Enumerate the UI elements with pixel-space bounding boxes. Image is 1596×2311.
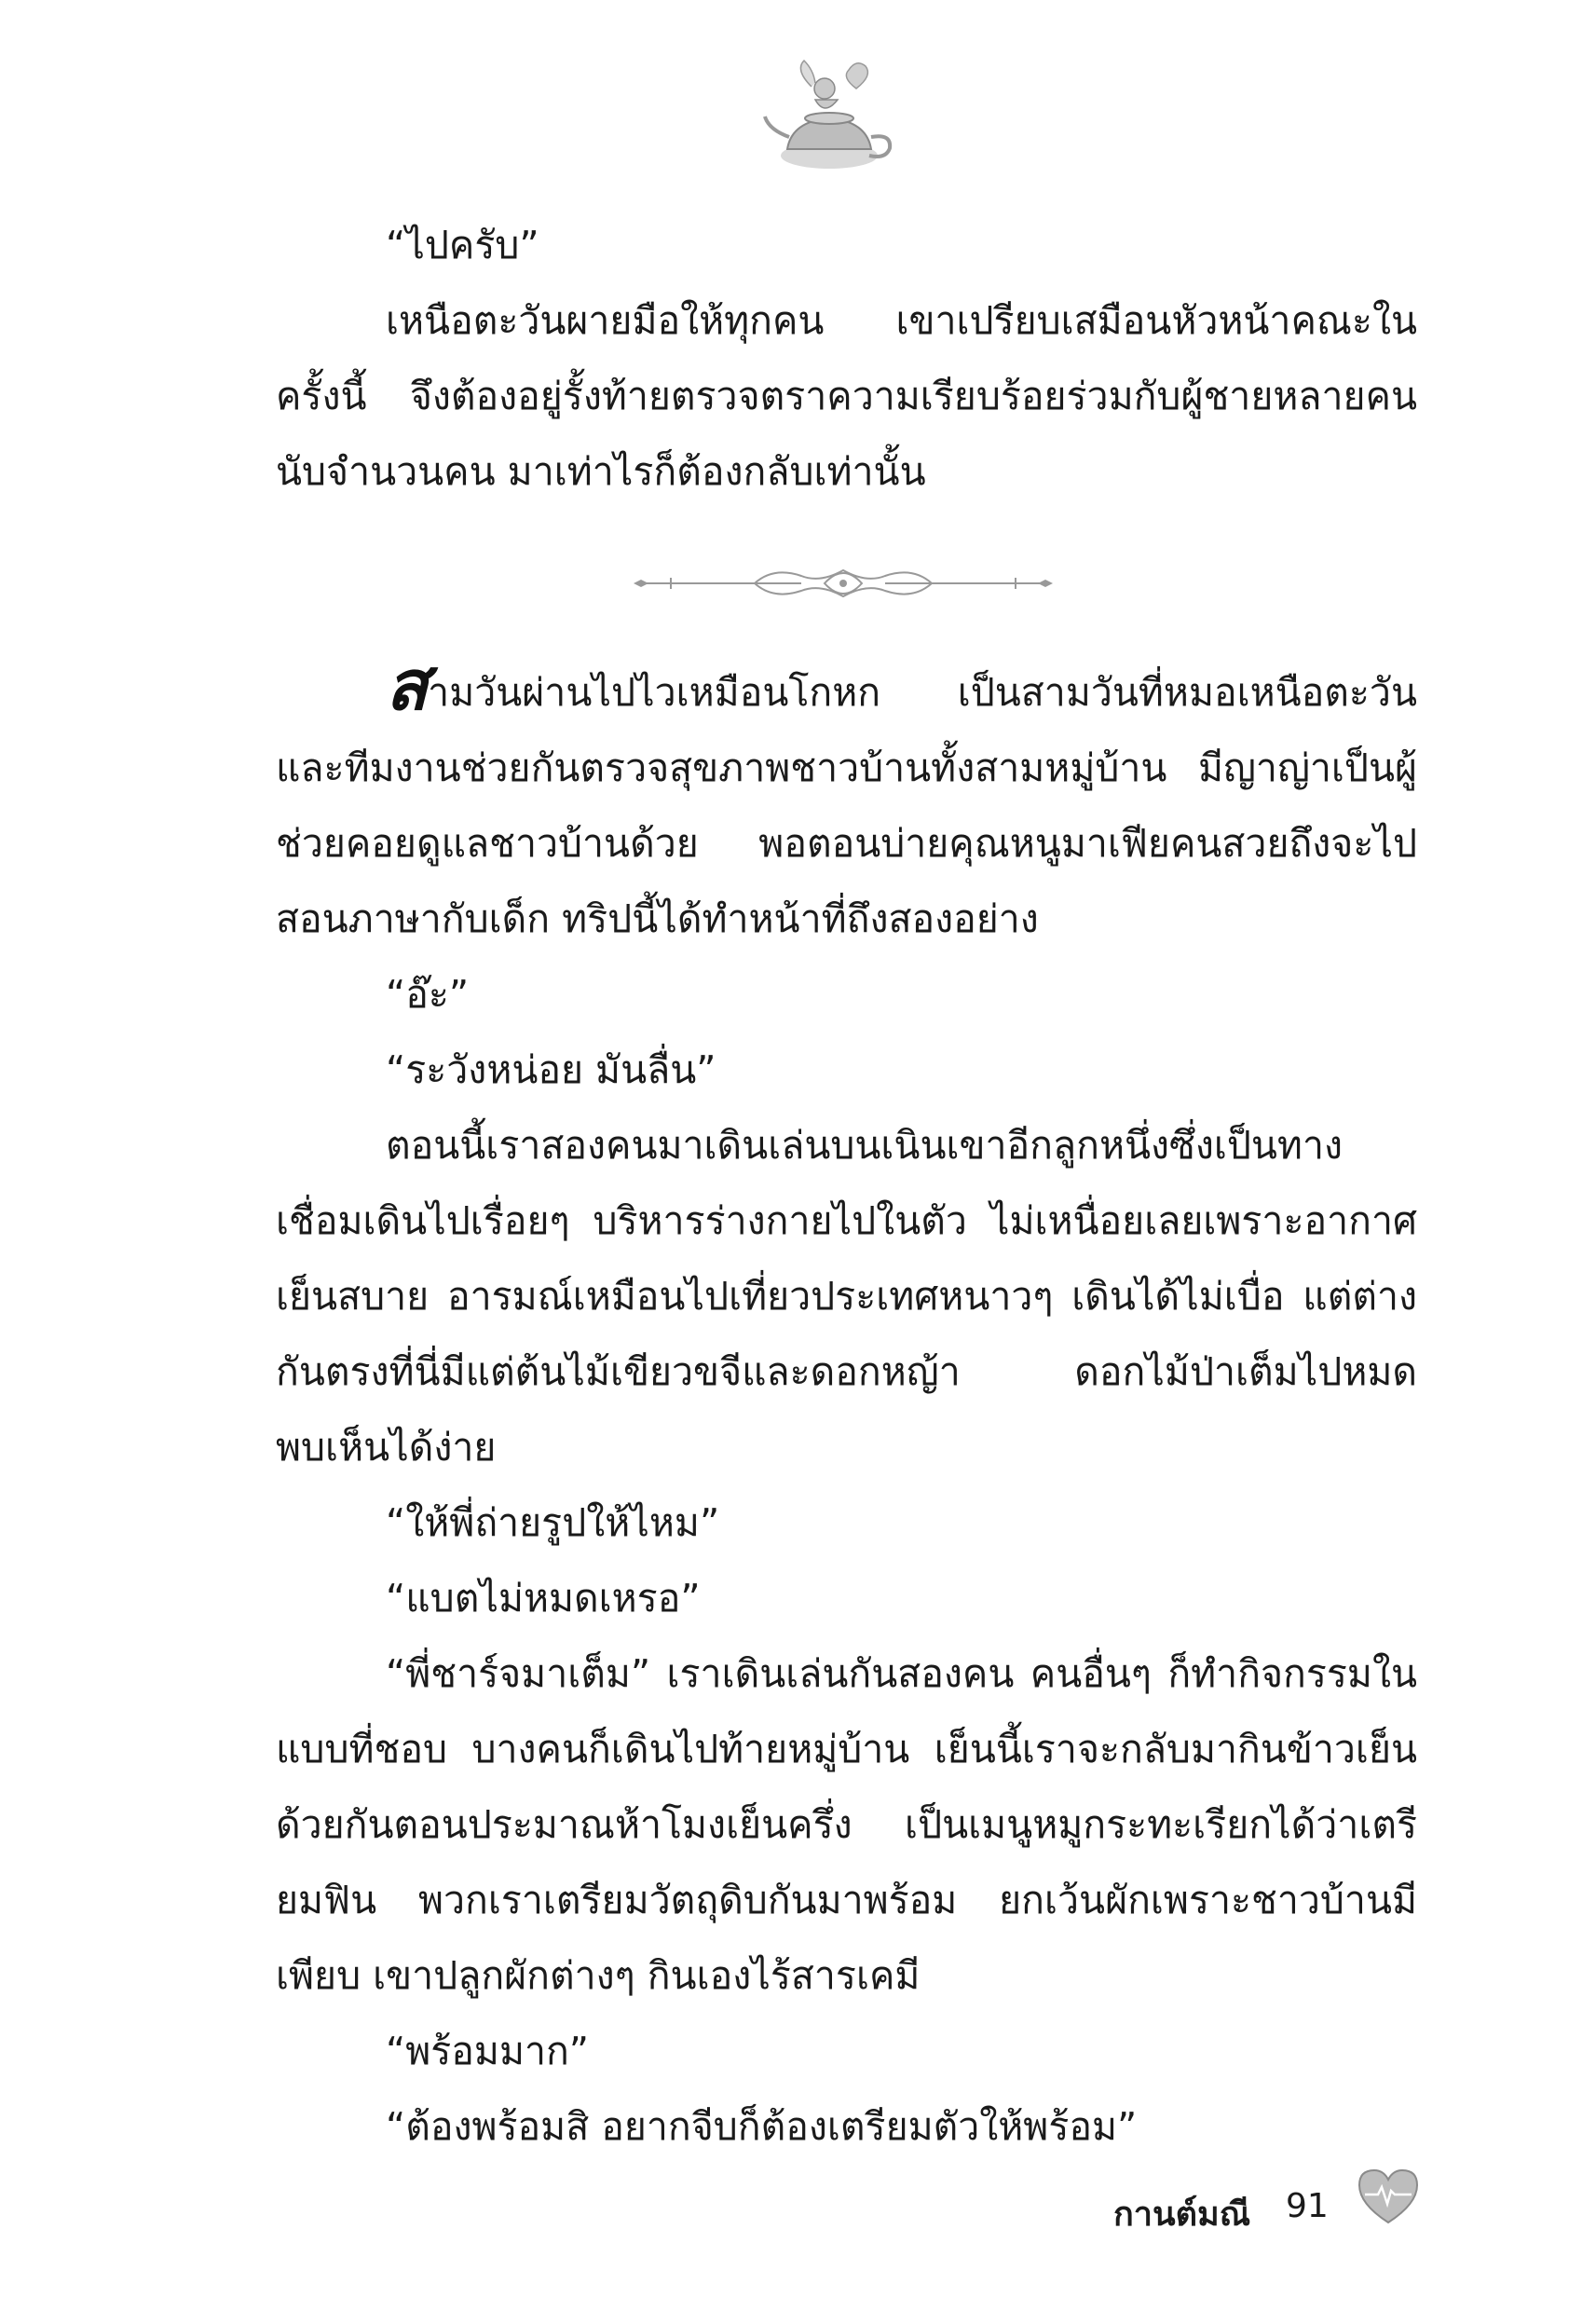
heartbeat-heart-icon (1356, 2167, 1421, 2227)
dialogue-line: “พร้อมมาก” (386, 2029, 590, 2073)
paragraph-dropcap (276, 646, 1417, 957)
paragraph: ตอนนี้เราสองคนมาเดินเล่นบนเนินเขาอีกลูกหนึ่งซึ่งเป็นทางเชื่อมเดินไปเรื่อยๆ บริหารร่างกายไปในตัว ไม่เหนื่อยเลยเพราะอากาศเย็นสบาย อารมณ์เหมือนไปเที่ยวประเทศหนาวๆ เดินได้ไม่เบื่อ แต่ต่างกันตรงที่นี่มีแต่ต้นไม้เขียวขจีและดอกหญ้า ดอกไม้ป่าเต็มไปหมดพบเห็นได้ง่าย (276, 1123, 1417, 1470)
section-1 (276, 208, 1417, 510)
teapot-cupid-emblem-icon (759, 51, 899, 182)
page-number: 91 (1286, 2187, 1329, 2225)
dialogue-line: “อ๊ะ” (386, 972, 470, 1017)
running-footer-title: กานต์มณี (1113, 2195, 1251, 2234)
paragraph: “พี่ชาร์จมาเต็ม” เราเดินเล่นกันสองคน คนอื่นๆ ก็ทำกิจกรรมในแบบที่ชอบ บางคนก็เดินไปท้ายหมู่บ้าน เย็นนี้เราจะกลับมากินข้าวเย็นด้วยกันตอนประมาณห้าโมงเย็นครึ่ง เป็นเมนูหมูกระทะเรียกได้ว่าเตรียมฟิน พวกเราเตรียมวัตถุดิบกันมาพร้อม ยกเว้นผักเพราะชาวบ้านมีเพียบ เขาปลูกผักต่างๆ กินเองไร้สารเคมี (276, 1651, 1417, 1998)
dialogue-line: “ไปครับ” (386, 223, 539, 267)
scene-divider-ornament-icon (634, 555, 1053, 611)
paragraph-text: ามวันผ่านไปไวเหมือนโกหก เป็นสามวันที่หมอเหนือตะวันและทีมงานช่วยกันตรวจสุขภาพชาวบ้านทั้งสามหมู่บ้าน มีญาญ่าเป็นผู้ช่วยคอยดูแลชาวบ้านด้วย พอตอนบ่ายคุณหนูมาเฟียคนสวยถึงจะไปสอนภาษากับเด็ก ทริปนี้ได้ทำหน้าที่ถึงสองอย่าง (276, 670, 1417, 941)
dialogue-line: “ต้องพร้อมสิ อยากจีบก็ต้องเตรียมตัวให้พร้อม” (386, 2104, 1138, 2149)
paragraph: เหนือตะวันผายมือให้ทุกคน เขาเปรียบเสมือนหัวหน้าคณะในครั้งนี้ จึงต้องอยู่รั้งท้ายตรวจตราความเรียบร้อยร่วมกับผู้ชายหลายคน นับจำนวนคน มาเท่าไรก็ต้องกลับเท่านั้น (276, 298, 1417, 494)
dialogue-line: “แบตไม่หมดเหรอ” (386, 1576, 701, 1620)
section-2 (276, 646, 1417, 2165)
dropcap-letter: ส (386, 646, 429, 726)
dialogue-line: “ระวังหน่อย มันลื่น” (386, 1047, 716, 1092)
dialogue-line: “ให้พี่ถ่ายรูปให้ไหม” (386, 1500, 720, 1545)
